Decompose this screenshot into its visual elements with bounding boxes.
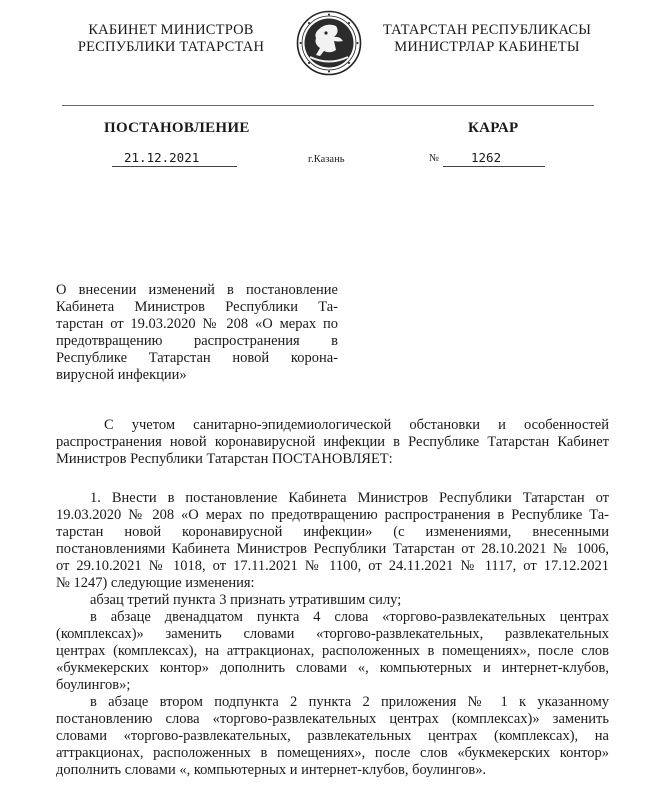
document-date: 21.12.2021: [112, 150, 237, 167]
item-line: 1. Внести в постановление Кабинета Министров Республики Татарстан от: [90, 490, 609, 506]
item-line: аттракционах, расположенных в помещениях», после слов «букмекерских контор»: [56, 745, 609, 761]
header-left-line-2: РЕСПУБЛИКИ ТАТАРСТАН: [77, 39, 265, 55]
item-line: постановлениями Кабинета Министров Республики Татарстан от 28.10.2021 № 1006,: [56, 541, 609, 557]
document-city: г.Казань: [308, 154, 345, 165]
preamble-line: Министров Республики Татарстан ПОСТАНОВЛЯЕТ:: [56, 451, 393, 467]
number-label: №: [429, 153, 440, 164]
header-right: [372, 22, 602, 56]
header-left-line-1: КАБИНЕТ МИНИСТРОВ: [88, 22, 254, 38]
subject-line: О внесении изменений в постановление: [56, 282, 338, 298]
header-divider: [62, 105, 594, 106]
item-line: 19.03.2020 № 208 «О мерах по предотвращению распространения в Республике Та-: [56, 507, 609, 523]
item-line: боулингов»;: [56, 677, 131, 693]
doc-type-right: КАРАР: [468, 120, 519, 136]
coat-of-arms-tatarstan-icon: [296, 10, 362, 76]
item-line: абзац третий пункта 3 признать утратившим силу;: [90, 592, 402, 608]
subject-line: Республике Татарстан новой корона-: [56, 350, 338, 366]
item-line: в абзаце втором подпункта 2 пункта 2 приложения № 1 к указанному: [90, 694, 609, 710]
item-line: (комплексах)» заменить словами «торгово-развлекательных, развлекательных: [56, 626, 609, 642]
subject-line: вирусной инфекции»: [56, 367, 187, 383]
preamble-line: С учетом санитарно-эпидемиологической обстановки и особенностей: [104, 417, 609, 433]
subject-line: тарстан от 19.03.2020 № 208 «О мерах по: [56, 316, 338, 332]
item-line: словами «торгово-развлекательных, развлекательных центрах (комплексах), на: [56, 728, 609, 744]
item-line: в абзаце двенадцатом пункта 4 слова «торгово-развлекательных центрах: [90, 609, 609, 625]
doc-type-left: ПОСТАНОВЛЕНИЕ: [104, 120, 250, 136]
item-line: от 29.10.2021 № 1018, от 17.11.2021 № 1100, от 24.11.2021 № 1117, от 17.12.2021: [56, 558, 609, 574]
document-number: 1262: [443, 150, 545, 167]
item-line: тарстан новой коронавирусной инфекции» (с изменениями, внесенными: [56, 524, 609, 540]
item-line: центрах (комплексах), на аттракционах, расположенных в помещениях», после слов: [56, 643, 609, 659]
document-subject: [56, 282, 338, 384]
subject-line: Кабинета Министров Республики Та-: [56, 299, 338, 315]
preamble: [56, 417, 609, 468]
header-right-line-1: ТАТАРСТАН РЕСПУБЛИКАСЫ: [382, 22, 592, 38]
header-right-line-2: МИНИСТРЛАР КАБИНЕТЫ: [394, 39, 580, 55]
header-left: [66, 22, 276, 56]
item-line: «букмекерских контор» дополнить словами «, компьютерных и интернет-клубов,: [56, 660, 609, 676]
item-line: № 1247) следующие изменения:: [56, 575, 255, 591]
subject-line: предотвращению распространения в: [56, 333, 338, 349]
item-1: [56, 490, 609, 779]
item-line: дополнить словами «, компьютерных и интернет-клубов, боулингов».: [56, 762, 487, 778]
preamble-line: распространения новой коронавирусной инфекции в Республике Татарстан Кабинет: [56, 434, 609, 450]
item-line: постановлению слова «торгово-развлекательных центрах (комплексах)» заменить: [56, 711, 609, 727]
